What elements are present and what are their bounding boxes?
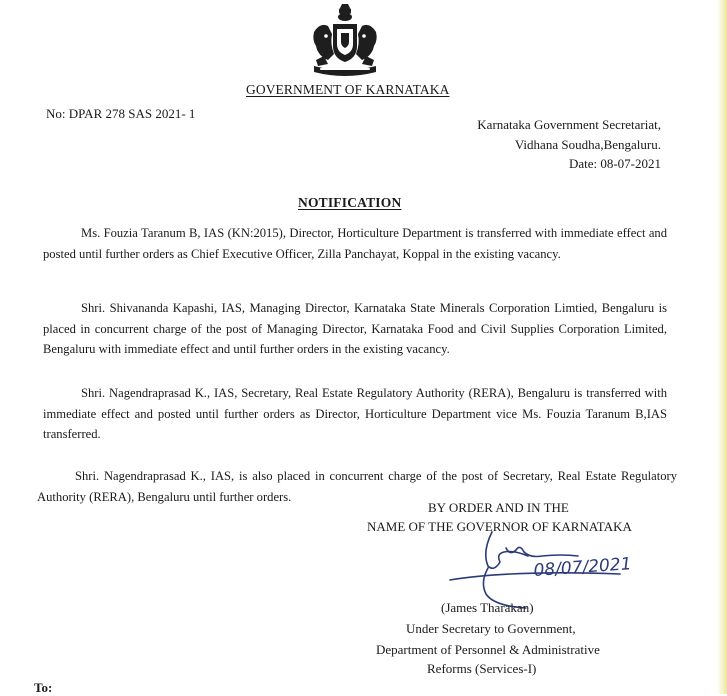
recipients-label: To: [34, 680, 53, 695]
signatory-department-line-2: Reforms (Services-I) [427, 661, 537, 676]
paragraph-2: Shri. Shivananda Kapashi, IAS, Managing Director, Karnataka State Minerals Corporation Limtied, Bengaluru is placed in concurrent charge of the post of Managing Director, Karnataka Food and Civil Supplies Corporation Limited, Bengaluru with immediate effect and until further orders in the existing vacancy. [43, 301, 667, 356]
address-line-2: Vidhana Soudha,Bengaluru. [514, 137, 661, 152]
paragraph-4: Shri. Nagendraprasad K., IAS, is also placed in concurrent charge of the post of Secretary, Real Estate Regulatory Authority (RERA), Bengaluru until further orders. [37, 469, 677, 504]
by-order-line-1: BY ORDER AND IN THE [428, 500, 569, 515]
notification-title: NOTIFICATION [298, 195, 402, 210]
reference-number: No: DPAR 278 SAS 2021- 1 [46, 106, 196, 121]
handwritten-date: 08/07/2021 [532, 554, 633, 581]
signatory-name: (James Tharakan) [441, 600, 534, 615]
address-line-1: Karnataka Government Secretariat, [477, 117, 661, 132]
signatory-designation: Under Secretary to Government, [406, 621, 576, 636]
notification-date: Date: 08-07-2021 [568, 156, 661, 171]
paper-edge [717, 0, 727, 694]
government-title: GOVERNMENT OF KARNATAKA [246, 82, 450, 97]
karnataka-state-emblem-icon [306, 2, 384, 78]
paragraph-1: Ms. Fouzia Taranum B, IAS (KN:2015), Director, Horticulture Department is transferred with immediate effect and posted until further orders as Chief Executive Officer, Zilla Panchayat, Koppal in the existing vacancy. [43, 226, 667, 261]
paragraph-3: Shri. Nagendraprasad K., IAS, Secretary, Real Estate Regulatory Authority (RERA), Bengaluru is transferred with immediate effect and posted until further orders as Director, Horticulture Department vice Ms. Fouzia Taranum B,IAS transferred. [43, 386, 667, 441]
signatory-department-line-1: Department of Personnel & Administrative [376, 642, 600, 657]
by-order-line-2: NAME OF THE GOVERNOR OF KARNATAKA [367, 519, 632, 534]
